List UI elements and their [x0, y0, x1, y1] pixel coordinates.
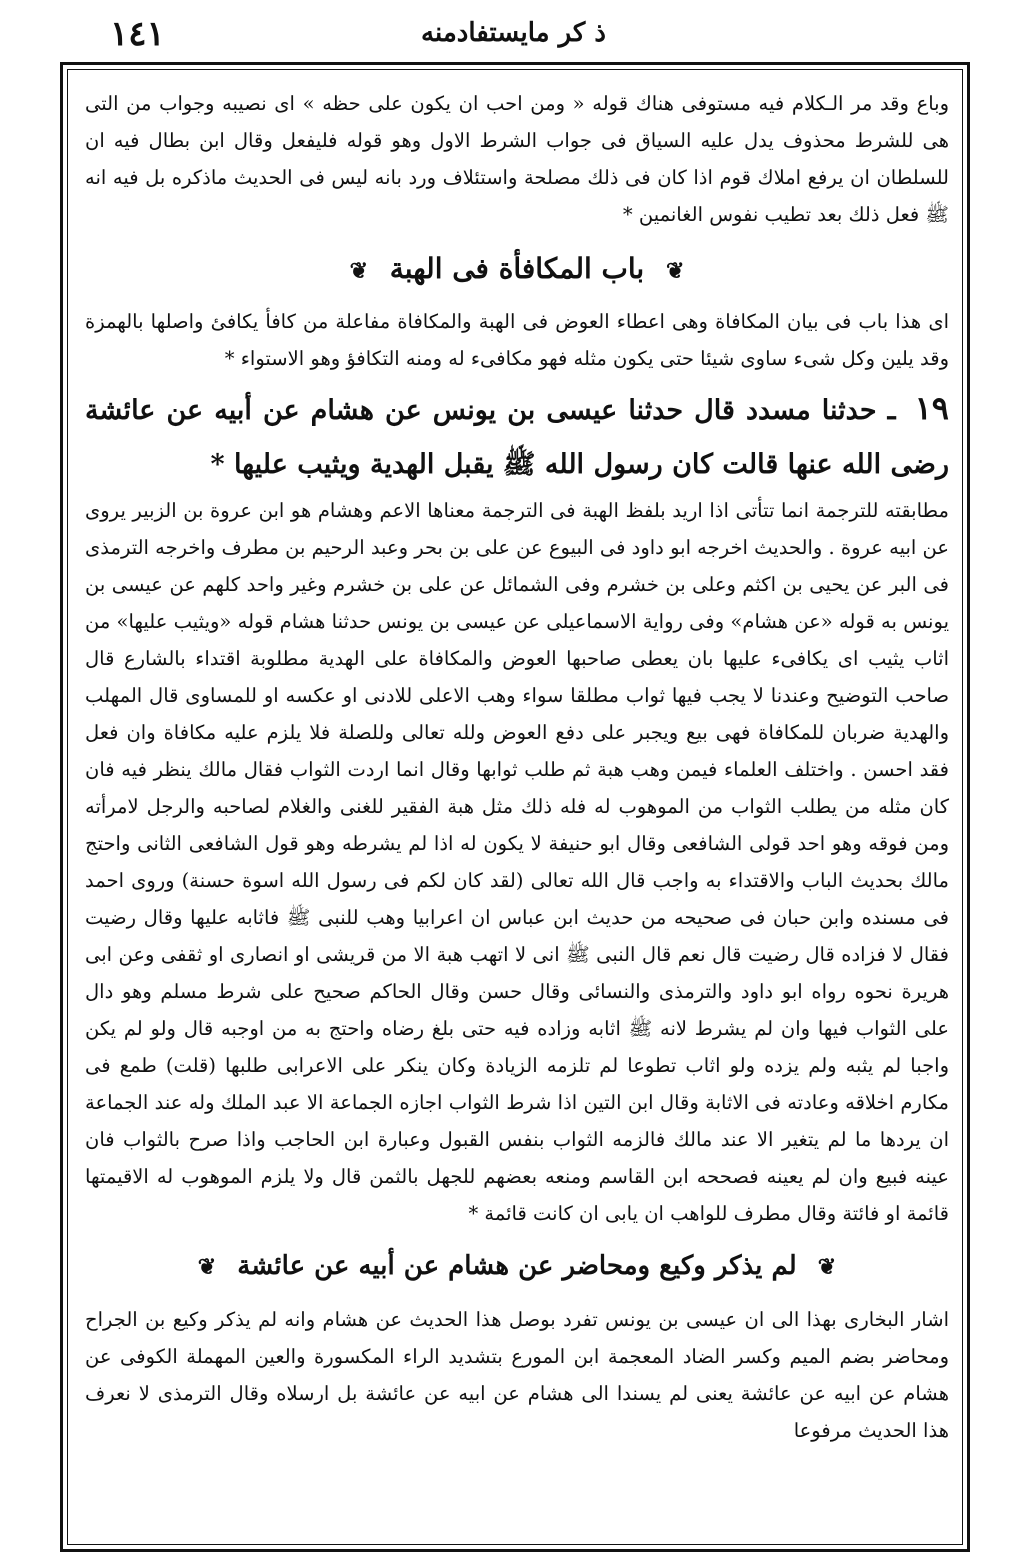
ornament-icon: ❦: [197, 1254, 217, 1280]
chapter-explanation: اى هذا باب فى بيان المكافاة وهى اعطاء العوض فى الهبة والمكافاة مفاعلة من كافأ يكافئ واصلها بالهمزة وقد يلين وكل شىء ساوى شيئا حتى يكون مثله فهو مكافىء له ومنه التكافؤ وهو الاستواء *: [85, 310, 949, 370]
page-content: [85, 85, 949, 1539]
running-title: ذ کر مایستفادمنه: [421, 18, 606, 48]
hadith-number: ١٩: [914, 389, 949, 427]
ornament-icon: ❦: [665, 258, 685, 284]
commentary-paragraph: مطابقته للترجمة انما تتأتى اذا اريد بلفظ الهبة فى الترجمة معناها الاعم وهشام هو ابن عروة بن الزبير يروى عن ابيه عروة . والحديث اخرجه ابو داود فى البيوع عن على بن بحر وعبد الرحيم بن مطرف واخرجه الترمذى فى البر عن يحيى بن اكثم وعلى بن خشرم وفى الشمائل عن على بن خشرم وغير واحد كلهم عن عيسى بن يونس به قوله «عن هشام» وفى رواية الاسماعيلى عن عيسى بن يونس حدثنا هشام قوله «ويثيب عليها» من اثاب يثيب اى يكافىء عليها بان يعطى صاحبها العوض والمكافاة على الهدية مطلوبة اقتداء بالشارع قال صاحب التوضيح وعندنا لا يجب فيها ثواب مطلقا سواء وهب الاعلى للادنى او عكسه او للمساوى قال المهلب والهدية ضربان للمكافاة فهى بيع ويجبر على دفع العوض ولله تعالى وللصلة فلا يلزم عليه مكافاة وان فعل فقد احسن . واختلف العلماء فيمن وهب هبة ثم طلب ثوابها وقال انما اردت الثواب فقال مالك ينظر فيه فان كان مثله من يطلب الثواب من الموهوب له فله ذلك مثل هبة الفقير للغنى والغلام لصاحبه والرجل لامرأته ومن فوقه وهو احد قولى الشافعى وقال ابو حنيفة لا يكون له اذا لم يشرطه وهو قول الشافعى الثانى واحتج مالك بحديث الباب والاقتداء به واجب قال الله تعالى (لقد كان لكم فى رسول الله اسوة حسنة) وروى احمد فى مسنده وابن حبان فى صحيحه من حديث ابن عباس ان اعرابيا وهب للنبى ﷺ فاثابه عليها وقال رضيت فقال لا فزاده قال رضيت قال نعم قال النبى ﷺ انى لا اتهب هبة الا من قريشى او انصارى او ثقفى وعن ابى هريرة نحوه رواه ابو داود والترمذى والنسائى وقال حسن وقال الحاكم صحيح على شرط مسلم وهو دال على الثواب فيها وان لم يشرط لانه ﷺ اثابه وزاده فيه حتى بلغ رضاه واحتج به من اوجبه قال ولو لم يكن واجبا لم يثبه ولم يزده ولو اثاب تطوعا لم تلزمه الزيادة وكان ينكر على الاعرابى طلبها (قلت) طمع فى مكارم اخلاقه وعادته فى الاثابة وقال ابن التين اذا شرط الثواب اجازه الجماعة الا عبد الملك وله عند الجماعة ان يردها ما لم يتغير الا عند مالك فالزمه الثواب بنفس القبول وعبارة ابن الحاجب واذا صرح بالثواب فان عينه فبيع وان لم يعينه فصححه ابن القاسم ومنعه بعضهم للجهل بالثمن قال ولا يلزم الموهوب له الاقيمتها قائمة او فائتة وقال مطرف للواهب ان يابى ان كانت قائمة *: [85, 499, 949, 1225]
page-frame: [60, 62, 970, 1552]
narration-heading: [85, 1244, 949, 1289]
ornament-icon: ❦: [349, 258, 369, 284]
chapter-heading: [85, 247, 949, 293]
page-number: ١٤١: [110, 14, 165, 54]
page-header: [60, 14, 967, 54]
hadith-block: [85, 381, 949, 492]
commentary-paragraph: اشار البخارى بهذا الى ان عيسى بن يونس تفرد بوصل هذا الحديث عن هشام وانه لم يذكر وكيع بن الجراح ومحاضر بضم الميم وكسر الضاد المعجمة ابن المورع بتشديد الراء المكسورة والعين المهملة الكوفى عن هشام عن ابيه عن عائشة يعنى لم يسندا الى هشام عن ابيه عن عائشة بل ارسلاه وقال الترمذى لا نعرف هذا الحديث مرفوعا: [85, 1308, 949, 1442]
chapter-title: باب المكافأة فى الهبة: [389, 252, 645, 285]
hadith-text: ـ حدثنا مسدد قال حدثنا عيسى بن يونس عن هشام عن أبيه عن عائشة رضى الله عنها قالت كان رسول الله ﷺ يقبل الهدية ويثيب عليها *: [85, 395, 949, 480]
narration-text: لم يذكر وكيع ومحاضر عن هشام عن أبيه عن عائشة: [237, 1251, 797, 1281]
commentary-paragraph: وباع وقد مر الـكلام فيه مستوفى هناك قوله « ومن احب ان يكون على حظه » اى نصيبه وجواب من التى هى للشرط محذوف يدل عليه السياق فى جواب الشرط الاول وهو قوله فليفعل وقال ابن بطال فيه ان للسلطان ان يرفع املاك قوم اذا كان فى ذلك مصلحة واستئلاف ورد بانه ليس فى الحديث ماذكره بل فيه انه ﷺ فعل ذلك بعد تطيب نفوس الغانمين *: [85, 92, 949, 226]
ornament-icon: ❦: [817, 1254, 837, 1280]
